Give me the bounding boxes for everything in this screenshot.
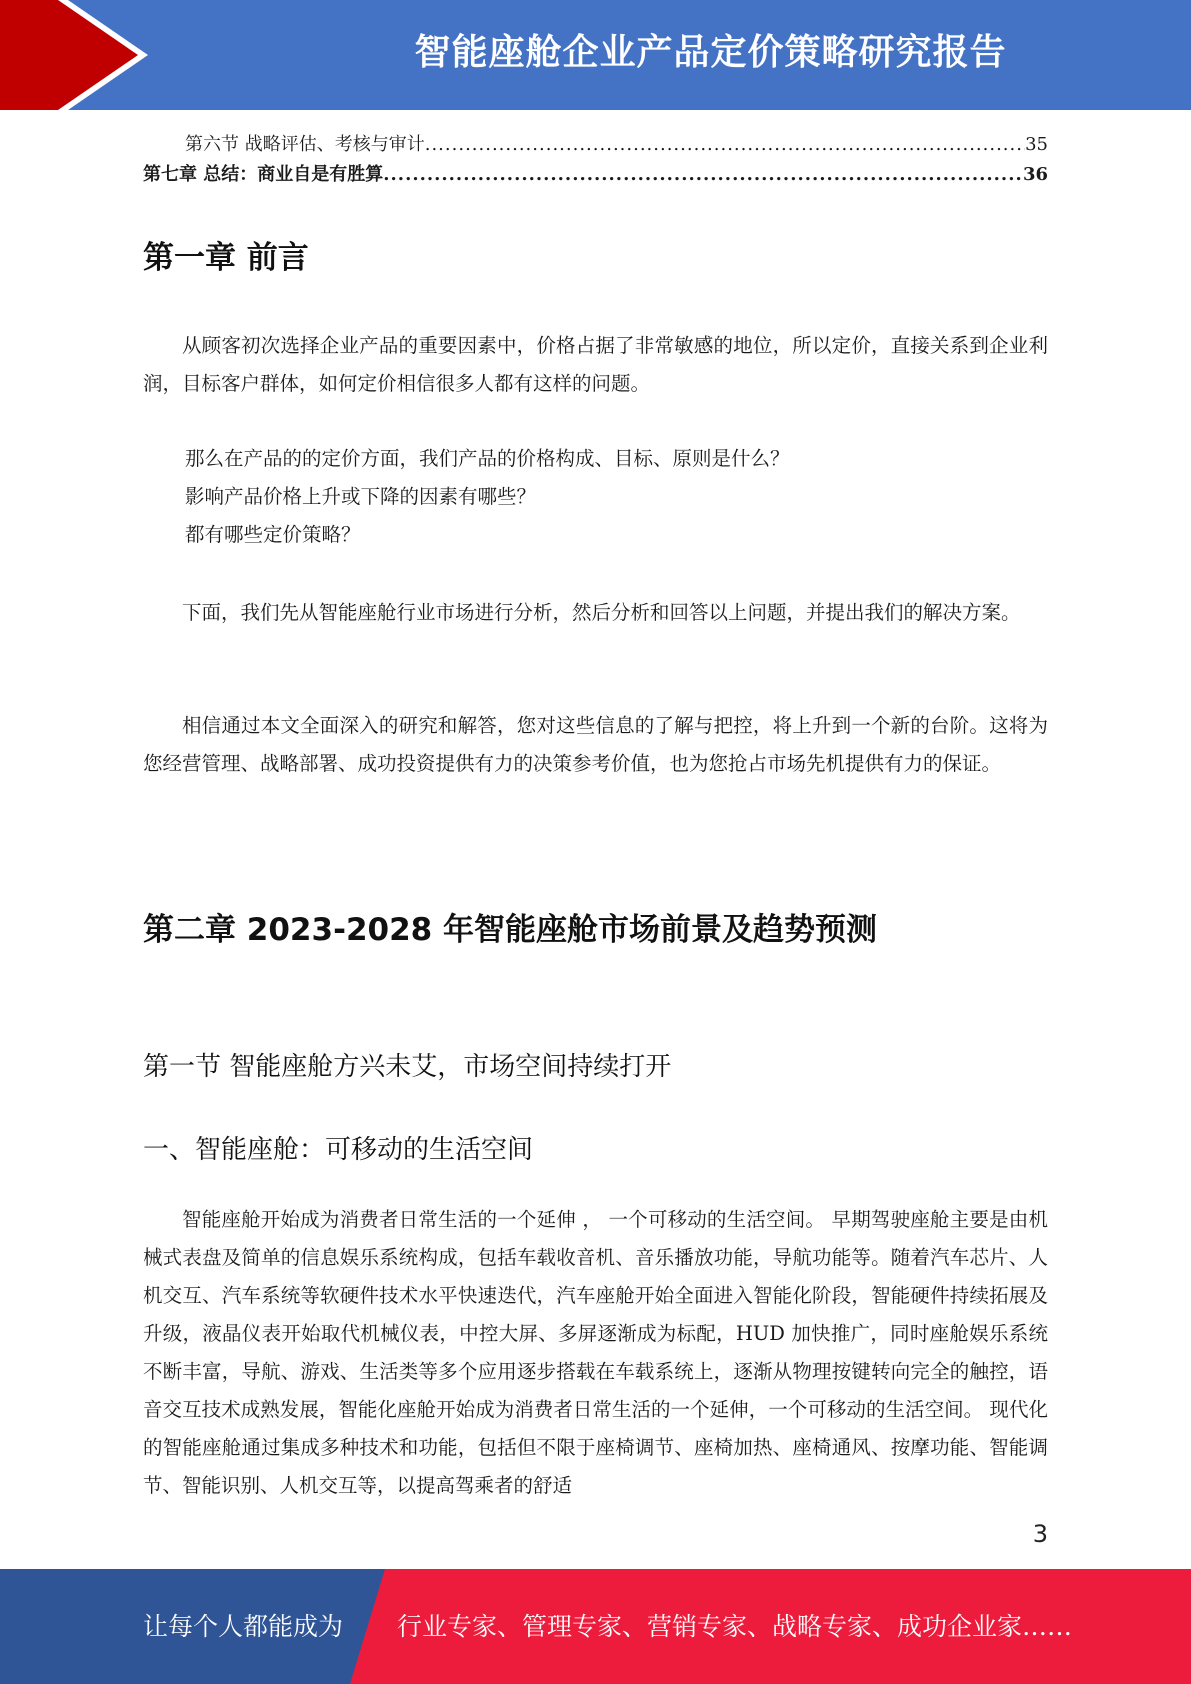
chapter-1-paragraph-3: 相信通过本文全面深入的研究和解答，您对这些信息的了解与把控，将上升到一个新的台阶。这将为您经营管理、战略部署、成功投资提供有力的决策参考价值，也为您抢占市场先机提供有力的保证。 bbox=[143, 714, 1048, 775]
toc-entry-section-6[interactable] bbox=[143, 130, 1048, 158]
footer-slogan-right: 行业专家、管理专家、营销专家、战略专家、成功企业家…… bbox=[397, 1612, 1073, 1641]
page-footer bbox=[0, 1569, 1191, 1684]
toc-entry-page: 35 bbox=[1025, 134, 1048, 155]
toc-entry-label: 第七章 总结：商业自是有胜算 bbox=[143, 164, 384, 185]
toc-leader-dots bbox=[383, 164, 1023, 185]
question-line-3: 都有哪些定价策略？ bbox=[185, 523, 361, 546]
toc-entry-chapter-7[interactable] bbox=[143, 160, 1048, 188]
section-1-heading: 第一节 智能座舱方兴未艾，市场空间持续打开 bbox=[143, 1052, 672, 1082]
chapter-1-heading: 第一章 前言 bbox=[143, 240, 309, 276]
page-number: 3 bbox=[1032, 1520, 1048, 1548]
header-chevron-icon bbox=[0, 0, 160, 110]
chapter-1-paragraph-1: 从顾客初次选择企业产品的重要因素中，价格占据了非常敏感的地位，所以定价，直接关系到企业利润，目标客户群体，如何定价相信很多人都有这样的问题。 bbox=[143, 334, 1048, 395]
chapter-2-paragraph-1: 智能座舱开始成为消费者日常生活的一个延伸 ， 一个可移动的生活空间。 早期驾驶座舱主要是由机械式表盘及简单的信息娱乐系统构成，包括车载收音机、音乐播放功能，导航功能等。随着汽车芯片、人机交互、汽车系统等软硬件技术水平快速迭代，汽车座舱开始全面进入智能化阶段，智能硬件持续拓展及升级，液晶仪表开始取代机械仪表，中控大屏、多屏逐渐成为标配，HUD 加快推广，同时座舱娱乐系统不断丰富，导航、游戏、生活类等多个应用逐步搭载在车载系统上，逐渐从物理按键转向完全的触控，语音交互技术成熟发展，智能化座舱开始成为消费者日常生活的一个延伸，一个可移动的生活空间。 现代化的智能座舱通过集成多种技术和功能，包括但不限于座椅调节、座椅加热、座椅通风、按摩功能、智能调节、智能识别、人机交互等，以提高驾乘者的舒适 bbox=[143, 1208, 1048, 1497]
toc-entry-label: 第六节 战略评估、考核与审计 bbox=[185, 134, 425, 155]
toc-entry-page: 36 bbox=[1022, 164, 1048, 185]
chapter-2-heading: 第二章 2023-2028 年智能座舱市场前景及趋势预测 bbox=[143, 912, 878, 948]
report-title: 智能座舱企业产品定价策略研究报告 bbox=[414, 32, 1007, 73]
subsection-1-heading: 一、智能座舱：可移动的生活空间 bbox=[143, 1135, 534, 1165]
chapter-1-paragraph-2: 下面，我们先从智能座舱行业市场进行分析，然后分析和回答以上问题，并提出我们的解决方案。 bbox=[182, 601, 1021, 624]
question-line-1: 那么在产品的的定价方面，我们产品的价格构成、目标、原则是什么？ bbox=[185, 447, 790, 470]
footer-slogan-left: 让每个人都能成为 bbox=[143, 1612, 344, 1641]
question-line-2: 影响产品价格上升或下降的因素有哪些？ bbox=[185, 485, 537, 508]
page-header bbox=[0, 0, 1191, 110]
toc-leader-dots bbox=[425, 134, 1025, 155]
